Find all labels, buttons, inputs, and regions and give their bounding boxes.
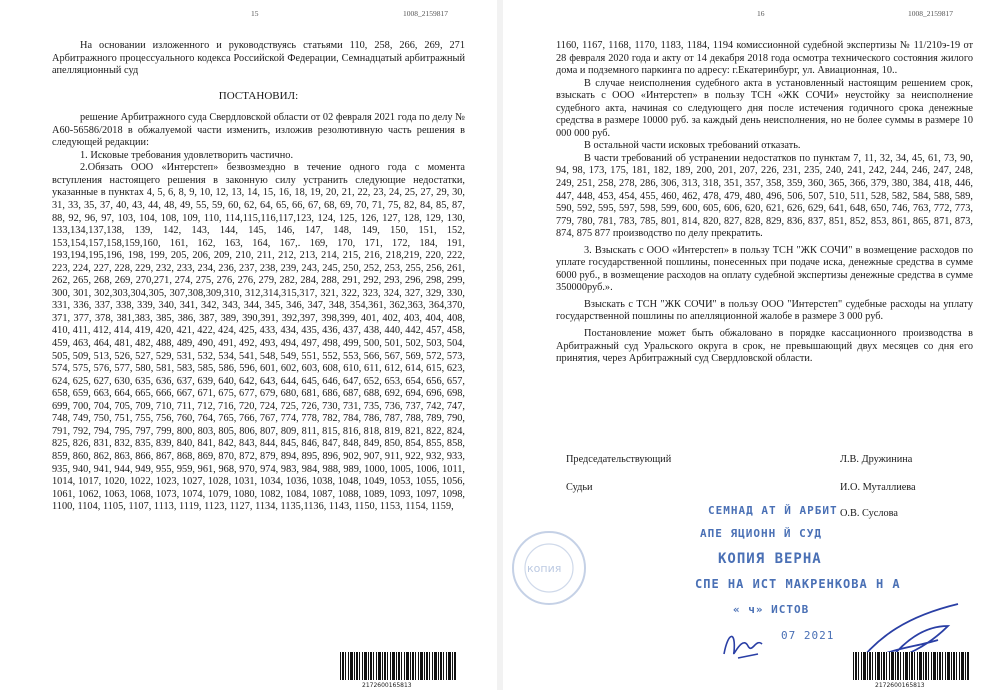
stamp-line-appeal: АПЕ ЯЦИОНН Й СУД — [700, 527, 822, 540]
decision-title: ПОСТАНОВИЛ: — [218, 89, 299, 102]
item-2: 2.Обязать ООО «Интерстеп» безвозмездно в течение одного года с момента вступления настоящего решения в законную силу устранить следующие недостатки, указанные в пунктах 4, 5, 6, 8, 9, 10, 12, 13, 14, 15, 16, 18, 19, 20, 21, 22, 23, 24, 25, 27, 29, 30, 31, 33, 35, 37, 40, 43, 44, 48, 49, 55, 59, 60, 62, 64, 65, 66, 67, 68, 69, 70, 71, 75, 82, 84, 85, 87, 88, 92, 96, 97, 103, 104, 108, 109, 110, 114,115,116,117,123, 124, 125, 126, 127, 128, 129, 130, 133,134,137,138, 139, 142, 143, 144, 145, 146, 147, 148, 149, 150, 151, 152, 153,154,157,158,159,160, 161, 162, 163, 164, 167,. 169, 170, 171, 172, 184, 191, 193,194,195,196, 198, 199, 205, 206, 209, 210, 211, 212, 213, 214, 215, 216, 218,219, 220, 222, 223, 224, 227, 228, 229, 232, 233, 234, 236, 237, 238, 239, 243, 245, 250, 252, 253, 255, 256, 261, 262, 265, 268, 269, 270,271, 274, 275, 276, 276, 279, 282, 284, 288, 291, 292, 293, 296, 298, 299, 300, 301, 302,303,304,305, 307,308,309,310, 312,314,315,317, 321, 322, 323, 324, 327, 329, 330, 331, 336, 337, 338, 339, 340, 341, 342, 343, 344, 345, 346, 347, 348, 354,361, 362,363, 364,370, 371, 377, 378, 381,383, 385, 386, 387, 389, 390,391, 392,397, 398,399, 401, 402, 403, 404, 408, 410, 411, 412, 414, 419, 420, 421, 422, 424, 425, 433, 434, 435, 436, 437, 438, 440, 442, 457, 458, 459, 463, 464, 481, 482, 488, 489, 490, 491, 492, 493, 494, 497, 498, 499, 500, 501, 502, 503, 504, 505, 509, 513, 526, 527, 529, 531, 532, 534, 541, 548, 549, 551, 552, 553, 566, 567, 569, 572, 573, 574, 575, 576, 577, 580, 581, 583, 585, 586, 596, 601, 602, 603, 608, 610, 611, 612, 614, 615, 623, 624, 625, 627, 630, 635, 636, 637, 639, 640, 642, 643, 644, 645, 646, 647, 652, 653, 654, 656, 657, 658, 659, 663, 664, 665, 666, 667, 671, 675, 677, 679, 680, 681, 686, 687, 688, 692, 694, 696, 698, 699, 700, 704, 705, 709, 710, 711, 712, 716, 720, 724, 725, 726, 730, 731, 735, 736, 737, 742, 747, 748, 749, 750, 751, 755, 756, 760, 764, 765, 766, 767, 774, 778, 782, 784, 786, 787, 788, 789, 790, 791, 792, 794, 795, 797, 799, 800, 803, 805, 806, 807, 809, 811, 815, 816, 818, 819, 821, 822, 824, 825, 826, 831, 832, 835, 839, 840, 841, 842, 843, 844, 845, 846, 847, 848, 849, 850, 854, 855, 858, 859, 860, 862, 863, 866, 867, 868, 869, 870, 872, 879, 894, 895, 896, 902, 907, 911, 922, 932, 933, 935, 940, 941, 944, 949, 955, 959, 961, 968, 970, 974, 983, 984, 988, 989, 1000, 1005, 1006, 1011, 1014, 1017, 1020, 1022, 1023, 1027, 1028, 1031, 1034, 1036, 1038, 1048, 1049, 1053, 1055, 1056, 1061, 1062, 1063, 1068, 1073, 1074, 1079, 1080, 1082, 1084, 1087, 1088, 1089, 1093, 1097, 1098, 1100, 1104, 1105, 1107, 1113, 1119, 1123, 1127, 1134, 1135,1136, 1143, 1150, 1153, 1154, 1159, — [52, 162, 465, 513]
page-number: 16 — [757, 9, 765, 18]
signature-role-judges: Судьи — [566, 482, 593, 493]
svg-text:копия: копия — [527, 562, 562, 575]
intro-paragraph: На основании изложенного и руководствуясь статьями 110, 258, 266, 269, 271 Арбитражного процессуального кодекса Российской Федерации, Семнадцатый арбитражный апелляционный суд — [52, 40, 465, 77]
barcode-left — [340, 652, 456, 680]
right-body — [556, 40, 973, 366]
termination-paragraph: В части требований об устранении недостатков по пунктам 7, 11, 32, 34, 45, 61, 73, 90, 94, 98, 173, 175, 181, 182, 189, 200, 201, 207, 226, 231, 235, 240, 241, 242, 244, 246, 247, 248, 249, 251, 258, 278, 286, 306, 313, 318, 351, 357, 358, 359, 360, 365, 366, 379, 380, 384, 418, 446, 447, 448, 453, 454, 455, 460, 462, 478, 479, 480, 496, 506, 507, 510, 511, 528, 582, 584, 588, 589, 590, 592, 595, 597, 598, 599, 600, 605, 606, 620, 621, 626, 629, 641, 648, 650, 746, 763, 772, 773, 779, 780, 781, 783, 785, 801, 814, 820, 827, 828, 829, 836, 837, 851, 852, 853, 861, 865, 871, 873, 874, 875 877 производство по делу прекратить. — [556, 152, 973, 240]
round-seal-icon — [509, 528, 589, 608]
stamp-line-year: 07 2021 — [781, 629, 835, 642]
signature-name-judge-1: И.О. Муталлиева — [840, 482, 916, 493]
stamp-line-copy: КОПИЯ ВЕРНА — [718, 551, 822, 567]
barcode-right-number: 2172600165813 — [875, 682, 925, 689]
decision-paragraph: решение Арбитражного суда Свердловской области от 02 февраля 2021 года по делу № А60-56586/2018 в обжалуемой части изменить, изложив резолютивную часть решения в следующей редакции: — [52, 112, 465, 149]
signature-name-presiding: Л.В. Дружинина — [840, 454, 913, 465]
signature-name-judge-2: О.В. Суслова — [840, 508, 898, 519]
left-body — [52, 40, 465, 514]
case-code: 1008_2159817 — [908, 9, 953, 18]
stamp-line-date: « ч» ИСТОВ — [733, 603, 810, 616]
item-1: 1. Исковые требования удовлетворить частично. — [80, 149, 294, 161]
left-page — [0, 0, 497, 690]
appeal-paragraph: Постановление может быть обжаловано в порядке кассационного производства в Арбитражный суд Уральского округа в срок, не превышающий двух месяцев со дня его принятия, через Арбитражный суд Свердловской области. — [556, 328, 973, 365]
handwritten-signature-icon — [718, 624, 778, 664]
barcode-right — [853, 652, 969, 680]
barcode-left-number: 2172600165813 — [362, 682, 412, 689]
costs-paragraph: Взыскать с ТСН "ЖК СОЧИ" в пользу ООО "Интерстеп" судебные расходы на уплату государственной пошлины по апелляционной жалобе в размере 3 000 руб. — [556, 298, 973, 323]
page-number: 15 — [251, 9, 259, 18]
signature-role-presiding: Председательствующий — [566, 454, 672, 465]
penalty-paragraph: В случае неисполнения судебного акта в установленный настоящим решением срок, взыскать с ООО «Интерстеп» в пользу ТСН «ЖК СОЧИ» неустойку за неисполнение судебного акта, начиная со следующего дня после истечения годичного срока денежные средства в размере 10000 руб. за каждый день неисполнения, но не более суммы в размере 10 000 000 руб. — [556, 77, 973, 139]
continuation-paragraph: 1160, 1167, 1168, 1170, 1183, 1184, 1194 комиссионной судебной экспертизы № 11/210э-19 от 28 февраля 2020 года и акту от 14 декабря 2018 года осмотра технического состояния жилого дома и подземного паркинга по адресу: г.Екатеринбург, ул. Авиационная, 10.. — [556, 40, 973, 77]
item-3-paragraph: 3. Взыскать с ООО «Интерстеп» в пользу ТСН "ЖК СОЧИ" в возмещение расходов по уплате государственной пошлины, понесенных при подаче иска, денежные средства в сумме 6000 руб., в возмещение расходов на оплату судебной экспертизы денежные средства в сумме 350000руб.». — [556, 244, 973, 294]
case-code: 1008_2159817 — [403, 9, 448, 18]
stamp-line-court: СЕМНАД АТ Й АРБИТ — [708, 504, 838, 517]
right-page — [503, 0, 1000, 690]
stamp-line-specialist: СПЕ НА ИСТ МАКРЕНКОВА Н А — [695, 577, 901, 591]
rejection-paragraph: В остальной части исковых требований отказать. — [584, 140, 801, 152]
